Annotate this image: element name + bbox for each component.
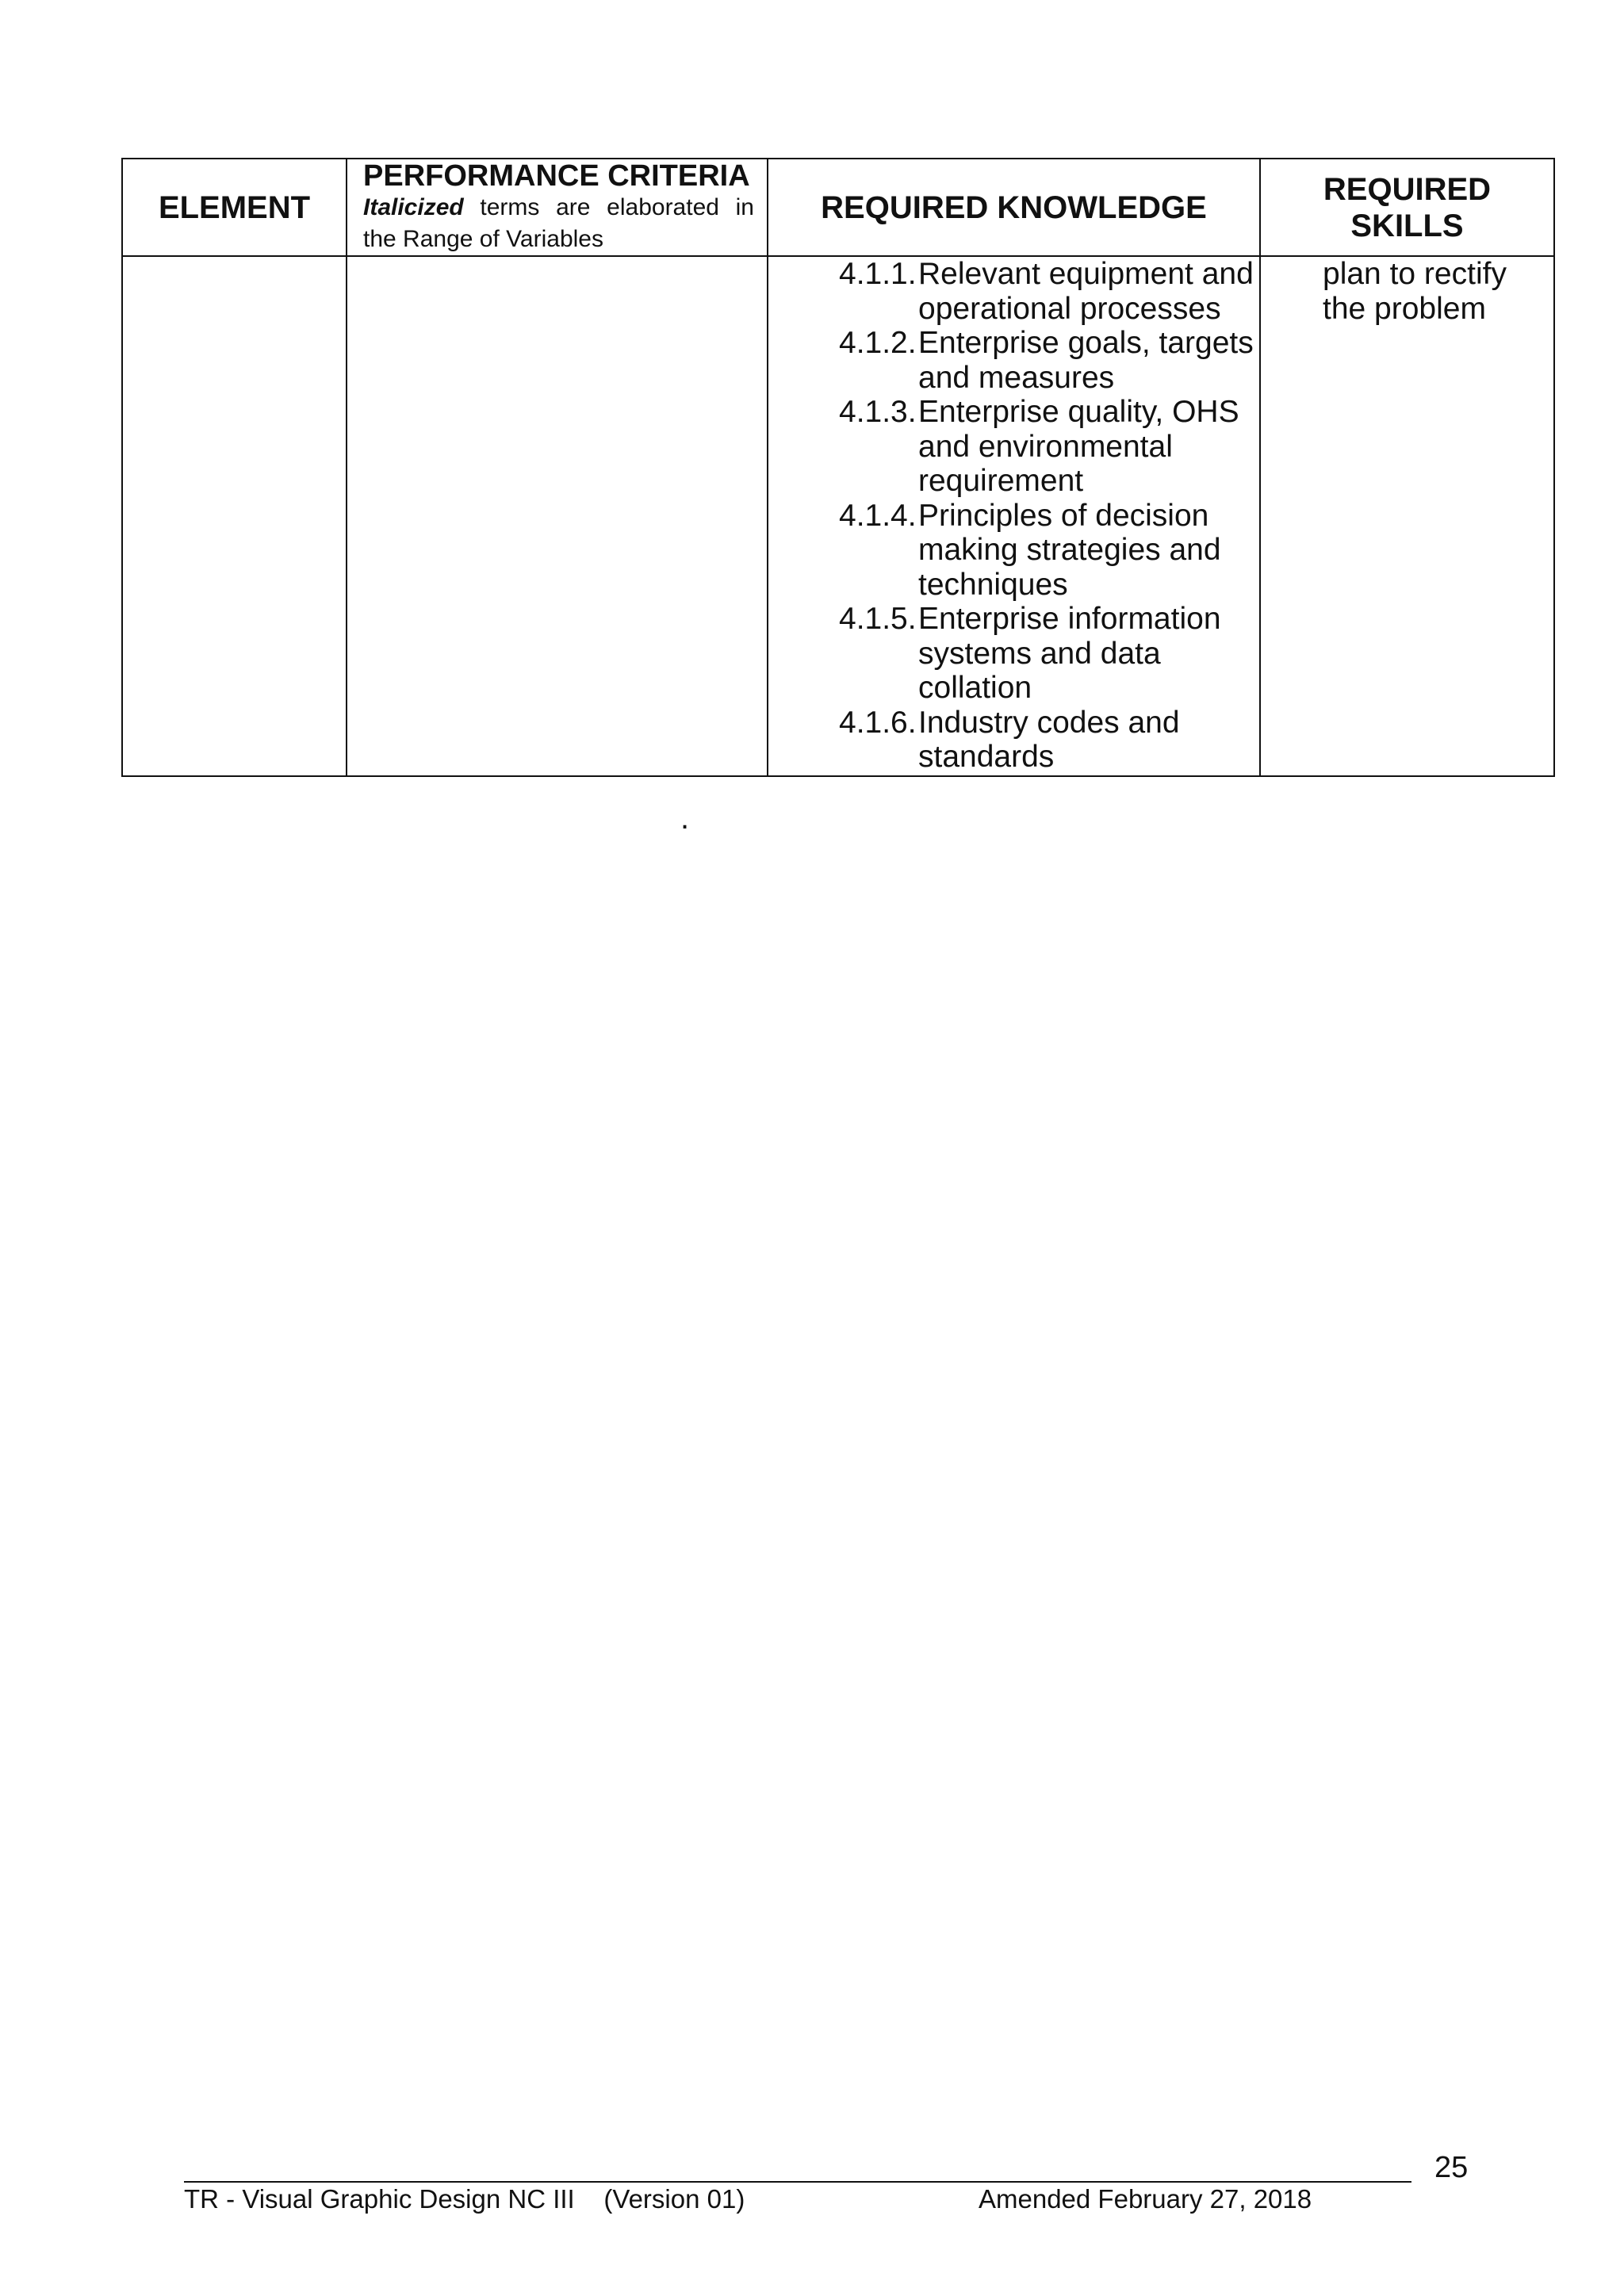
performance-criteria-note xyxy=(363,192,754,255)
list-item-text: Enterprise information systems and data collation xyxy=(918,602,1221,705)
list-item xyxy=(839,706,1259,775)
performance-criteria-cell xyxy=(347,256,768,776)
header-performance-criteria xyxy=(347,159,768,256)
list-item-number: 4.1.5. xyxy=(839,602,917,636)
list-item-text: Relevant equipment and operational processes xyxy=(918,257,1254,326)
table-row xyxy=(122,256,1554,776)
list-item xyxy=(839,395,1259,499)
skills-text: plan to rectify the problem xyxy=(1323,257,1507,326)
required-knowledge-cell xyxy=(768,256,1260,776)
footer-document-title: TR - Visual Graphic Design NC III (Version 01) xyxy=(184,2184,745,2214)
stray-mark: . xyxy=(680,801,690,836)
list-item-text: Enterprise quality, OHS and environmental requirement xyxy=(918,395,1239,498)
header-required-skills-label: REQUIRED SKILLS xyxy=(1323,171,1492,243)
performance-note-rest: terms are elaborated in the Range of Variables xyxy=(363,193,754,252)
footer-amended-date: Amended February 27, 2018 xyxy=(979,2184,1312,2214)
required-skills-cell xyxy=(1260,256,1554,776)
competency-table xyxy=(121,158,1555,777)
list-item-text: Enterprise goals, targets and measures xyxy=(918,326,1254,395)
list-item-number: 4.1.2. xyxy=(839,326,917,360)
header-required-knowledge: REQUIRED KNOWLEDGE xyxy=(768,159,1260,256)
header-element: ELEMENT xyxy=(122,159,347,256)
element-cell xyxy=(122,256,347,776)
list-item xyxy=(839,326,1259,395)
header-required-skills xyxy=(1260,159,1554,256)
list-item xyxy=(839,602,1259,706)
footer-divider xyxy=(184,2181,1411,2183)
list-item-text: Industry codes and standards xyxy=(918,705,1180,774)
list-item-number: 4.1.4. xyxy=(839,498,917,533)
list-item xyxy=(839,499,1259,603)
list-item-number: 4.1.3. xyxy=(839,395,917,429)
knowledge-list xyxy=(768,257,1259,775)
list-item-number: 4.1.1. xyxy=(839,257,917,291)
performance-criteria-title: PERFORMANCE CRITERIA xyxy=(363,159,750,193)
list-item-number: 4.1.6. xyxy=(839,705,917,740)
list-item xyxy=(839,257,1259,326)
table-header-row xyxy=(122,159,1554,256)
italicized-term: Italicized xyxy=(363,193,464,220)
list-item-text: Principles of decision making strategies and techniques xyxy=(918,498,1221,602)
page-number: 25 xyxy=(1434,2151,1469,2184)
